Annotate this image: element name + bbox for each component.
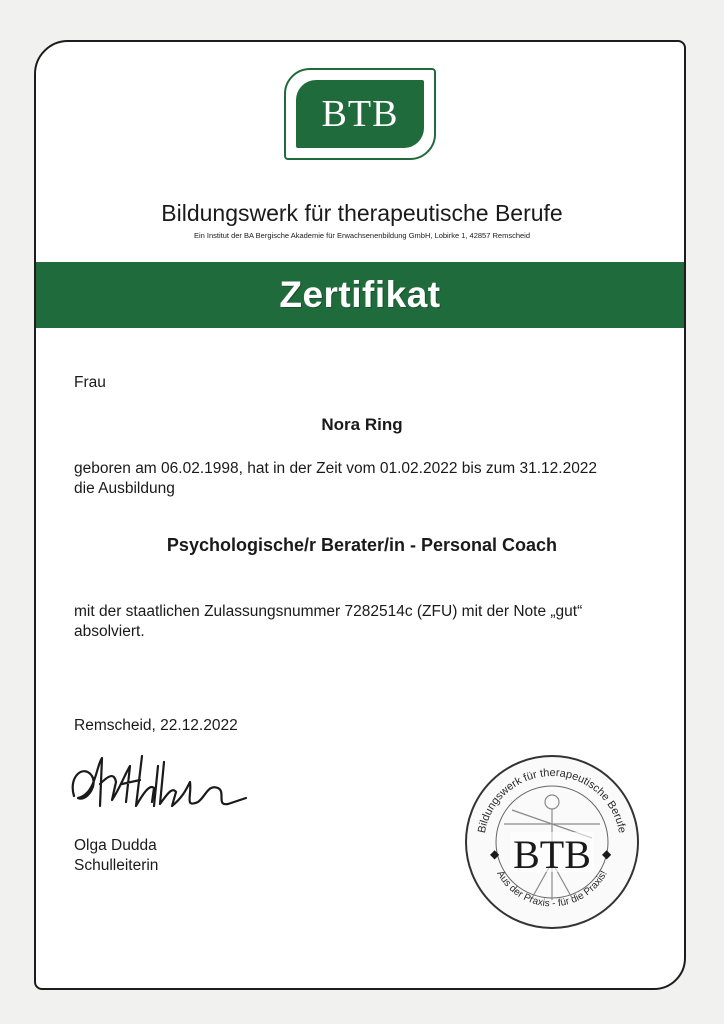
recipient-name: Nora Ring — [321, 415, 403, 434]
handwritten-signature — [66, 736, 266, 826]
seal-diamond-right-icon: ◆ — [602, 847, 612, 861]
course-title: Psychologische/r Berater/in - Personal Coach — [166, 535, 558, 555]
approval-line: mit der staatlichen Zulassungsnummer 7282514c (ZFU) mit der Note „gut“ — [74, 603, 583, 620]
btb-stamp-seal — [462, 752, 642, 932]
seal-top-text: Bildungswerk für therapeutische Berufe — [475, 766, 629, 835]
signer-name: Olga Dudda — [74, 837, 157, 854]
certificate-title: Zertifikat — [279, 274, 441, 315]
btb-logo — [284, 68, 436, 160]
seal-center-text: BTB — [513, 832, 591, 877]
btb-logo-text: BTB — [321, 93, 399, 135]
title-banner — [36, 262, 684, 328]
signer-title: Schulleiterin — [74, 857, 159, 874]
birth-period-line: geboren am 06.02.1998, hat in der Zeit vom 01.02.2022 bis zum 31.12.2022 — [74, 460, 598, 477]
salutation: Frau — [74, 374, 106, 391]
seal-diamond-left-icon: ◆ — [490, 847, 500, 861]
training-line: die Ausbildung — [74, 480, 175, 497]
organization-address: Ein Institut der BA Bergische Akademie für Erwachsenenbildung GmbH, Lobirke 1, 42857 Remscheid — [193, 231, 531, 240]
place-date: Remscheid, 22.12.2022 — [74, 717, 238, 734]
seal-bottom-text: Aus der Praxis - für die Praxis! — [494, 868, 610, 910]
organization-name: Bildungswerk für therapeutische Berufe — [161, 200, 563, 226]
btb-logo-inner — [296, 80, 424, 148]
completed-line: absolviert. — [74, 623, 145, 640]
